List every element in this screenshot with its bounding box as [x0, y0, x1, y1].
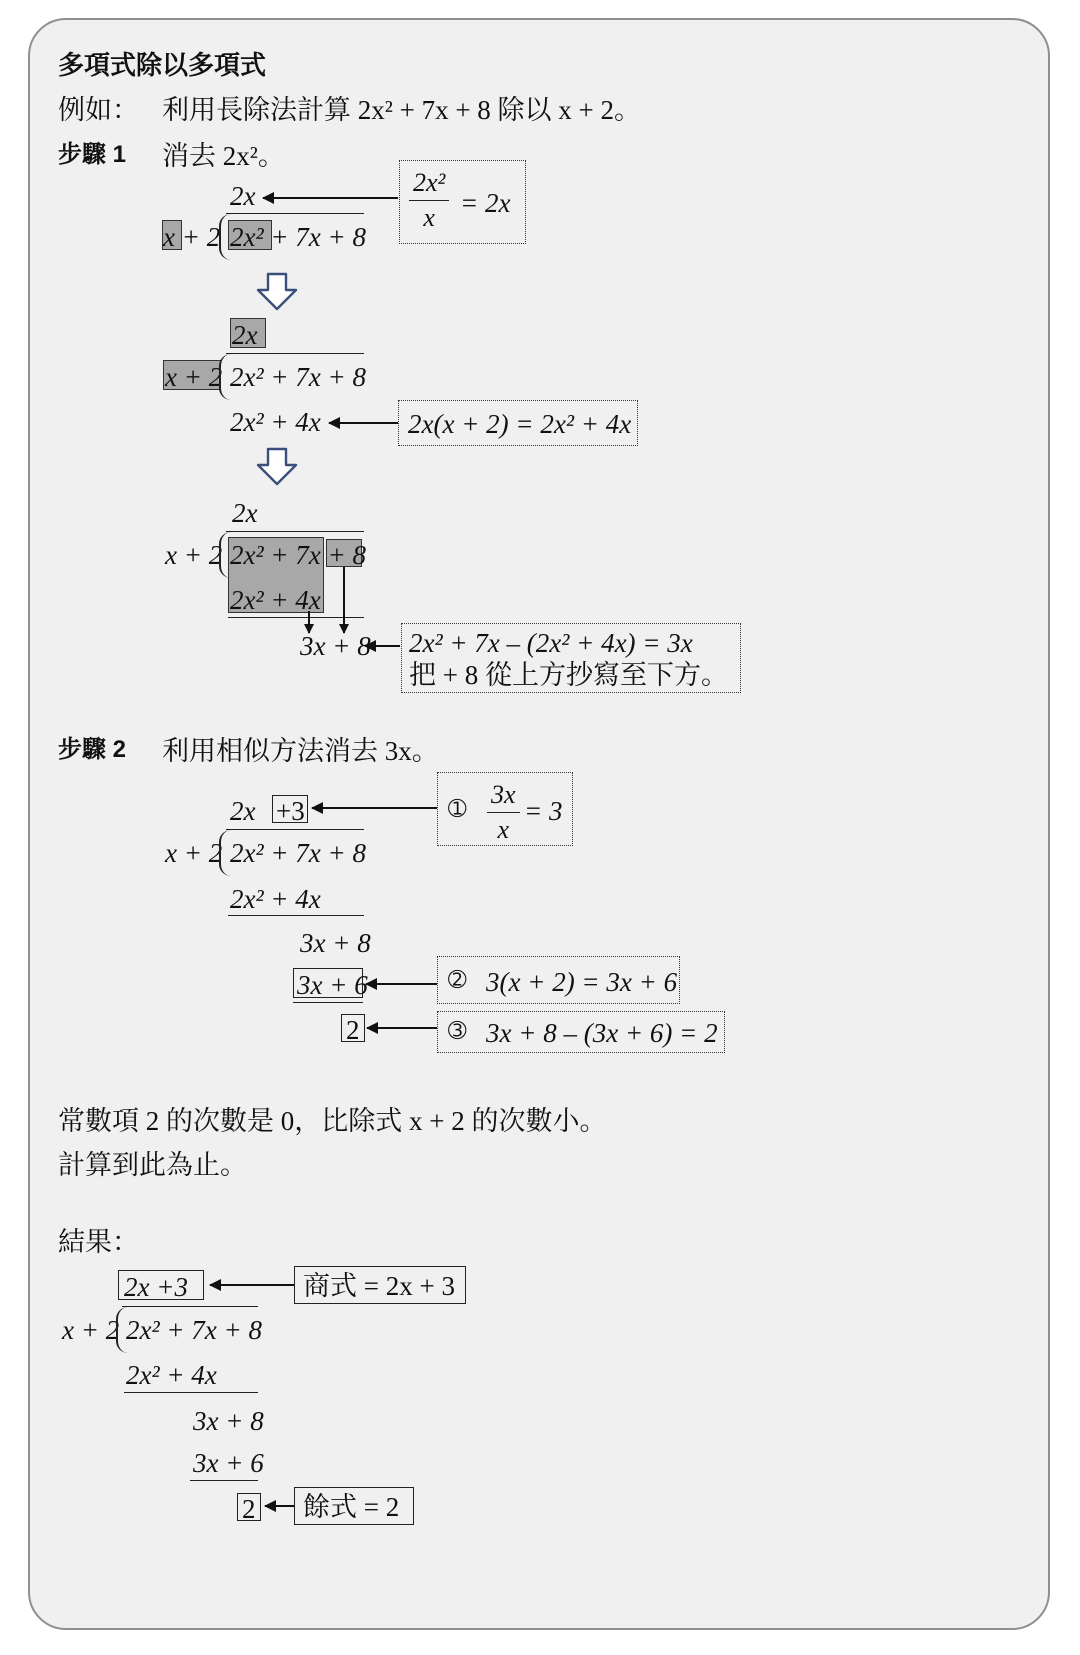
- result-remainder-note: 餘式 = 2: [303, 1492, 400, 1522]
- step2-text: 利用相似方法消去 3x。: [162, 736, 439, 766]
- step2-product1: 2x² + 4x: [230, 884, 321, 914]
- step1-quotient-b: 2x: [232, 320, 258, 350]
- note2-marker: ➁: [448, 967, 467, 992]
- result-label: 結果：: [58, 1227, 139, 1257]
- example-text: 利用長除法計算 2x² + 7x + 8 除以 x + 2。: [162, 95, 642, 125]
- step2-quotient: 2x: [230, 796, 256, 826]
- step1-divisor-b: x + 2: [165, 362, 223, 392]
- step1-product-c: 2x² + 4x: [230, 585, 321, 615]
- step1-text: 消去 2x²。: [162, 141, 285, 171]
- step1-product-b: 2x² + 4x: [230, 407, 321, 437]
- hollow-down-arrow-icon: [258, 449, 296, 484]
- step1-divisor-a: x + 2: [163, 222, 221, 252]
- result-dividend: 2x² + 7x + 8: [126, 1315, 263, 1345]
- step1-divisor-c: x + 2: [165, 540, 223, 570]
- note-diff-line2: 把 + 8 從上方抄寫至下方。: [409, 660, 728, 690]
- step2-product2: 3x + 6: [297, 970, 368, 1000]
- page-title: 多項式除以多項式: [58, 50, 267, 80]
- step1-dividend-c: 2x² + 7x + 8: [230, 540, 367, 570]
- result-quotient-note: 商式 = 2x + 3: [303, 1271, 455, 1301]
- step1-label: 步驟 1: [58, 141, 127, 168]
- note2-text: 3(x + 2) = 3x + 6: [486, 967, 678, 997]
- note1-fraction: $\frac{3x}{x}$: [487, 780, 520, 845]
- result-product2: 3x + 6: [193, 1448, 264, 1478]
- note3-text: 3x + 8 – (3x + 6) = 2: [486, 1018, 718, 1048]
- note1-rhs: = 3: [524, 796, 563, 826]
- note3-marker: ➂: [448, 1018, 467, 1043]
- step1-quotient-c: 2x: [232, 498, 258, 528]
- note1-marker: ➀: [448, 796, 467, 821]
- conclusion-line1: 常數項 2 的次數是 0，比除式 x + 2 的次數小。: [58, 1106, 607, 1136]
- example-label: 例如：: [58, 95, 139, 125]
- note-fraction: $\frac{\text{2x²}}{x}$: [409, 168, 449, 233]
- hollow-down-arrow-icon: [258, 274, 296, 309]
- note-frac-rhs: = 2x: [460, 188, 511, 218]
- step1-quotient-a: 2x: [230, 181, 256, 211]
- result-remainder: 2: [242, 1494, 256, 1524]
- result-quotient: 2x +3: [124, 1272, 188, 1302]
- step2-remainder: 2: [346, 1015, 360, 1045]
- result-diff: 3x + 8: [193, 1406, 264, 1436]
- note-product: 2x(x + 2) = 2x² + 4x: [408, 409, 632, 439]
- step2-label: 步驟 2: [58, 736, 127, 763]
- step2-divisor: x + 2: [165, 838, 223, 868]
- step1-diff: 3x + 8: [300, 631, 371, 661]
- note-diff-line1: 2x² + 7x – (2x² + 4x) = 3x: [409, 628, 693, 658]
- result-divisor: x + 2: [62, 1315, 120, 1345]
- conclusion-line2: 計算到此為止。: [58, 1150, 247, 1180]
- step2-quotient-term: +3: [276, 796, 305, 826]
- result-product1: 2x² + 4x: [126, 1360, 217, 1390]
- step2-diff: 3x + 8: [300, 928, 371, 958]
- step1-dividend-b: 2x² + 7x + 8: [230, 362, 367, 392]
- step2-dividend: 2x² + 7x + 8: [230, 838, 367, 868]
- step1-dividend-a: 2x² + 7x + 8: [230, 222, 367, 252]
